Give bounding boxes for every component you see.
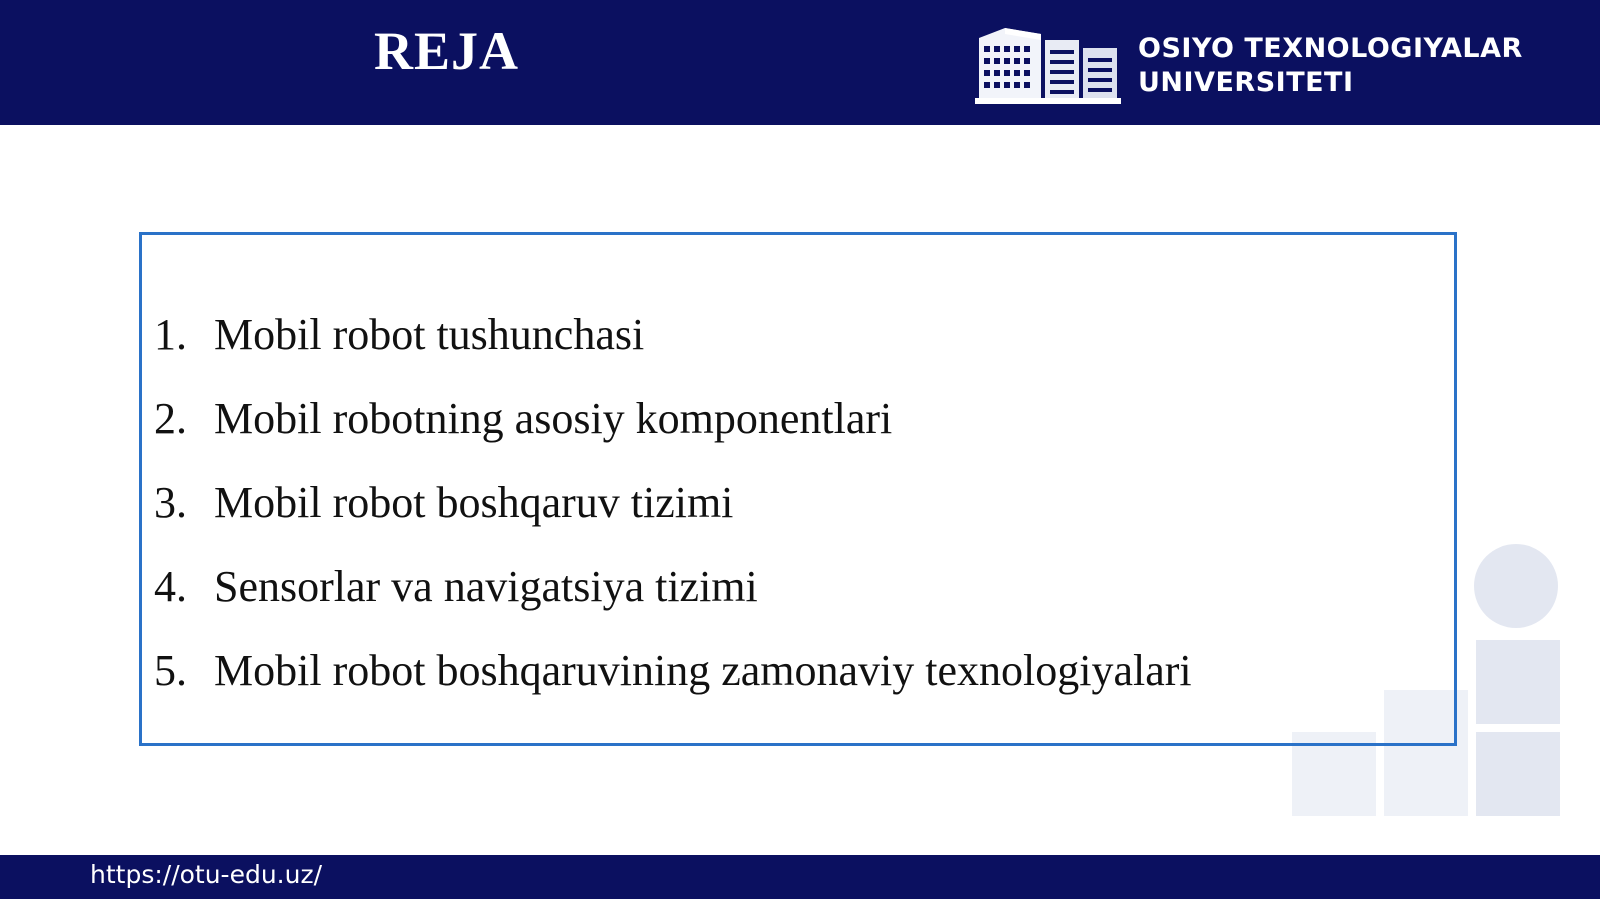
footer-bar (0, 855, 1600, 899)
slide-title: REJA (374, 21, 520, 81)
university-name (1138, 32, 1523, 100)
university-building-icon (975, 26, 1121, 104)
plan-item-number: 1. (154, 310, 187, 359)
plan-item-4 (154, 561, 1192, 645)
plan-item-1 (154, 309, 1192, 393)
header-bar (0, 0, 1600, 125)
plan-item-text: Sensorlar va navigatsiya tizimi (214, 562, 758, 611)
plan-box (139, 232, 1457, 746)
plan-item-text: Mobil robot tushunchasi (214, 310, 645, 359)
plan-list (154, 309, 1192, 729)
website-link[interactable]: https://otu-edu.uz/ (90, 860, 323, 889)
plan-item-number: 5. (154, 646, 187, 695)
plan-item-3 (154, 477, 1192, 561)
university-name-line1: OSIYO TEXNOLOGIYALAR (1138, 33, 1523, 64)
plan-item-text: Mobil robot boshqaruv tizimi (214, 478, 734, 527)
plan-item-text: Mobil robotning asosiy komponentlari (214, 394, 893, 443)
plan-item-number: 2. (154, 394, 187, 443)
plan-item-number: 4. (154, 562, 187, 611)
plan-item-text: Mobil robot boshqaruvining zamonaviy texnologiyalari (214, 646, 1192, 695)
plan-item-number: 3. (154, 478, 187, 527)
plan-item-2 (154, 393, 1192, 477)
university-name-line2: UNIVERSITETI (1138, 67, 1354, 98)
plan-item-5 (154, 645, 1192, 729)
